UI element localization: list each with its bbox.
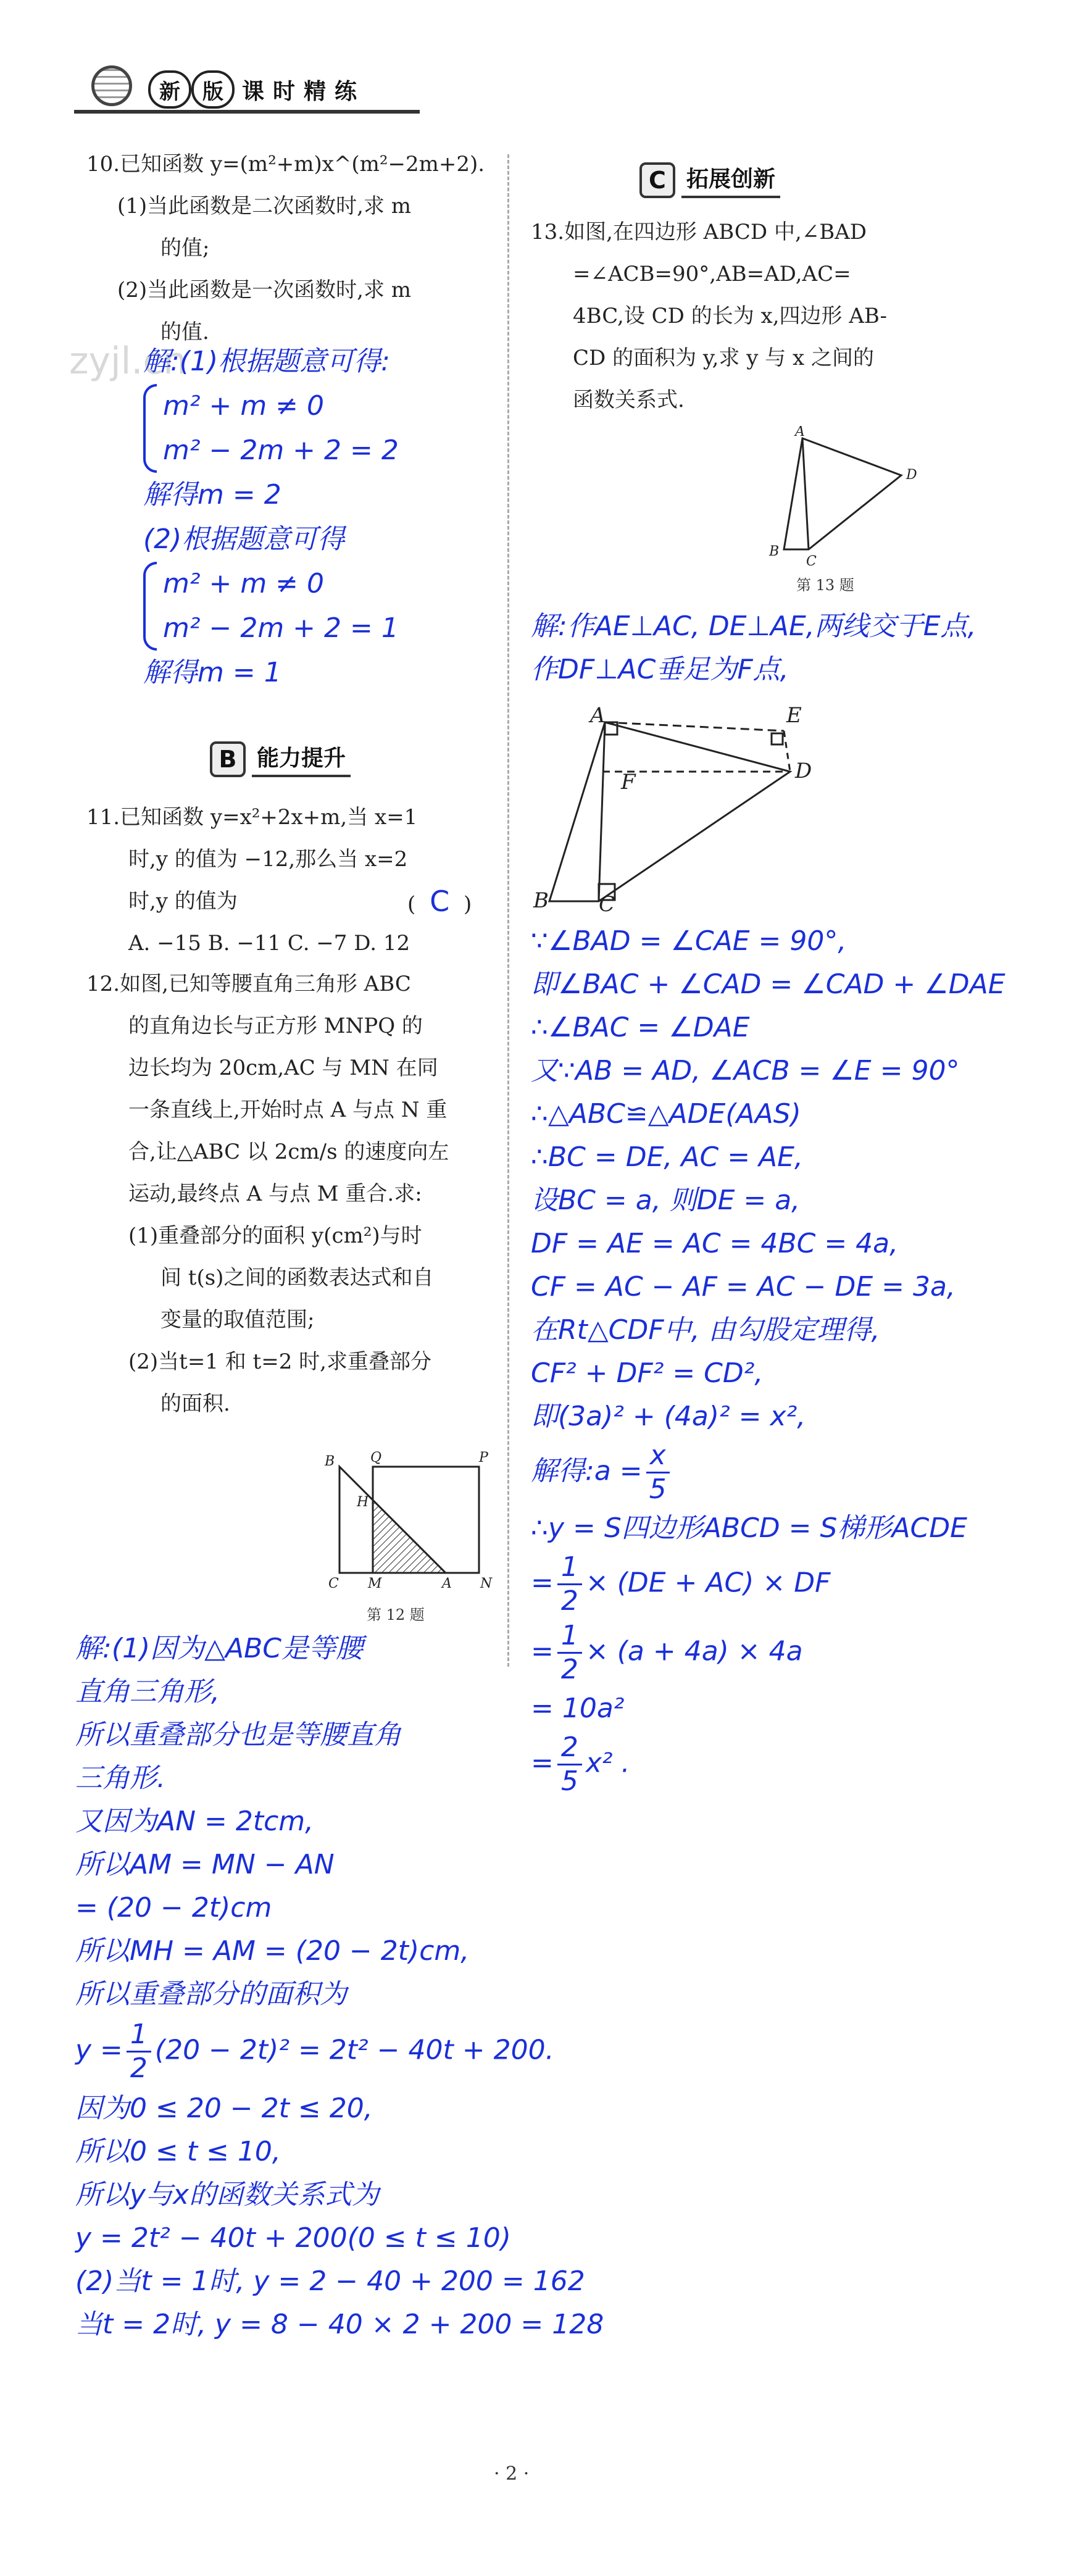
q10-sys2-eq1: m² + m ≠ 0	[163, 568, 325, 599]
fig13-label-c: C	[806, 554, 817, 568]
q13-ans-head-1: 作DF⊥AC垂足为F点,	[531, 654, 789, 685]
line-ed	[784, 731, 790, 772]
q13-ans-1: 即∠BAC + ∠CAD = ∠CAD + ∠DAE	[531, 969, 1006, 1000]
q12-sub1-a: (1)重叠部分的面积 y(cm²)与时	[128, 1223, 422, 1248]
q12-ans2-3: y = 2t² − 40t + 200(0 ≤ t ≤ 10)	[75, 2222, 511, 2254]
q12-line4: 一条直线上,开始时点 A 与点 N 重	[128, 1098, 448, 1122]
q13-ans-3: 又∵AB = AD, ∠ACB = ∠E = 90°	[531, 1055, 960, 1086]
page-number: · 2 ·	[494, 2463, 530, 2485]
brace-icon	[143, 384, 157, 473]
q10-result-1: 解得m = 2	[143, 479, 281, 511]
q12-line3: 边长均为 20cm,AC 与 MN 在同	[128, 1056, 438, 1080]
q12-ans2-2: 所以y与x的函数关系式为	[75, 2179, 380, 2211]
watermark: zyjl.cn	[69, 340, 187, 383]
fig13-label-d: D	[906, 467, 917, 483]
q12-ans2-5: 当t = 2时, y = 8 − 40 × 2 + 200 = 128	[75, 2309, 604, 2340]
q12-ans-7: 所以MH = AM = (20 − 2t)cm,	[75, 1935, 470, 1967]
q13-answer-head	[531, 605, 976, 691]
fig12-label-a: A	[442, 1576, 452, 1591]
globe-logo-icon	[91, 65, 132, 106]
figure-13-construction	[531, 698, 815, 914]
q13-ans-0: ∵∠BAD = ∠CAE = 90°,	[531, 925, 847, 957]
q13-ans-8: CF = AC − AF = AC − DE = 3a,	[531, 1271, 956, 1303]
q13-ans-7: DF = AE = AC = 4BC = 4a,	[531, 1228, 899, 1259]
fig12-label-m: M	[368, 1576, 382, 1591]
q13-f4-rest: x² .	[585, 1747, 630, 1779]
fig13c-label-e: E	[786, 703, 802, 728]
q13-ans-11: 即(3a)² + (4a)² = x²,	[531, 1401, 806, 1432]
fraction-half: $\frac{1}{2}$	[557, 1554, 582, 1615]
q10-sys2-eq2: m² − 2m + 2 = 1	[163, 612, 399, 644]
section-c-label: 拓展创新	[681, 162, 780, 198]
q13-ans-6: 设BC = a, 则DE = a,	[531, 1185, 801, 1216]
q12-line6: 运动,最终点 A 与点 M 重合.求:	[128, 1182, 422, 1206]
q12-ans-4: 又因为AN = 2tcm,	[75, 1806, 314, 1837]
q13-ans-4: ∴△ABC≌△ADE(AAS)	[531, 1098, 801, 1130]
q10-ans-1: 解:(1)根据题意可得:	[143, 346, 390, 377]
header-title: 课时精练	[242, 79, 366, 104]
q13-f4	[531, 1730, 1006, 1799]
header-badge-edition: 版	[191, 70, 235, 109]
fig12-label-p: P	[479, 1450, 488, 1465]
paren-open: (	[407, 892, 416, 917]
fig13c-label-d: D	[795, 759, 812, 783]
q13-f1	[531, 1550, 1006, 1619]
q13-line5: 函数关系式.	[573, 388, 685, 412]
figure-13-caption: 第 13 题	[796, 577, 854, 594]
figure-12	[321, 1444, 506, 1593]
q12-sub1-c: 变量的取值范围;	[160, 1307, 315, 1332]
q13-ans-head-0: 解:作AE⊥AC, DE⊥AE,两线交于E点,	[531, 611, 976, 642]
q13-f2-rest: × (a + 4a) × 4a	[585, 1635, 803, 1667]
q11-line3-text: 时,y 的值为	[128, 889, 238, 914]
q13-solve-left: 解得:a =	[531, 1455, 643, 1487]
quad-abcd	[784, 438, 901, 549]
q13-f4-eq: =	[531, 1747, 554, 1779]
q12-ans-5: 所以AM = MN − AN	[75, 1849, 335, 1880]
q13-f2	[531, 1619, 1006, 1687]
q13-ans-2: ∴∠BAC = ∠DAE	[531, 1012, 750, 1043]
fraction-half: $\frac{1}{2}$	[127, 2021, 151, 2082]
q13-ans-5: ∴BC = DE, AC = AE,	[531, 1141, 803, 1173]
q13-line1: 13.如图,在四边形 ABCD 中,∠BAD	[531, 220, 867, 244]
q12-ans-8: 所以重叠部分的面积为	[75, 1978, 347, 2010]
section-c-badge: C	[639, 162, 675, 198]
line-ac	[599, 722, 605, 901]
q12-area-expr: (20 − 2t)² = 2t² − 40t + 200.	[154, 2034, 554, 2066]
fig13c-label-a: A	[590, 703, 606, 728]
q12-sub1-b: 间 t(s)之间的函数表达式和自	[160, 1265, 434, 1290]
q10-ans-2: (2)根据题意可得	[143, 523, 345, 555]
q11-options: A. −15 B. −11 C. −7 D. 12	[128, 931, 410, 956]
q10-part2: (2)当此函数是一次函数时,求 m	[117, 278, 412, 302]
fig12-label-n: N	[480, 1576, 493, 1591]
page-header	[74, 49, 420, 117]
q10-system-2	[143, 562, 399, 651]
q12-ans2-1: 所以0 ≤ t ≤ 10,	[75, 2136, 281, 2167]
fraction-half: $\frac{1}{2}$	[557, 1622, 582, 1683]
paren-close: )	[464, 892, 472, 917]
header-rule	[74, 110, 420, 114]
fig12-label-q: Q	[370, 1450, 382, 1465]
q10-part2-cont: 的值.	[160, 320, 209, 344]
q12-sub2-a: (2)当t=1 和 t=2 时,求重叠部分	[128, 1349, 431, 1374]
q11-line2: 时,y 的值为 −12,那么当 x=2	[128, 847, 408, 872]
question-13	[531, 211, 887, 421]
q10-answer	[143, 340, 399, 695]
fraction-x-over-5: $\frac{x}{5}$	[646, 1442, 670, 1503]
fig13c-label-b: B	[533, 888, 549, 913]
q12-answer	[75, 1627, 604, 2346]
diagonal-ac	[802, 438, 809, 549]
q13-line2: =∠ACB=90°,AB=AD,AC=	[573, 262, 851, 286]
overlap-region	[373, 1500, 446, 1573]
q13-line3: 4BC,设 CD 的长为 x,四边形 AB-	[573, 304, 888, 328]
fig13c-label-c: C	[599, 892, 615, 914]
fig13c-label-f: F	[621, 770, 636, 794]
q12-ans-0: 解:(1)因为△ABC是等腰	[75, 1633, 363, 1664]
column-divider	[507, 154, 509, 1667]
question-11	[86, 796, 472, 964]
q11-answer-paren	[407, 880, 472, 925]
q13-solve	[531, 1438, 1006, 1507]
section-b-label: 能力提升	[252, 741, 351, 777]
q12-ans-3: 三角形.	[75, 1762, 165, 1794]
q13-answer	[531, 920, 1006, 1799]
q11-answer: C	[430, 885, 450, 918]
fraction-two-fifths: $\frac{2}{5}$	[557, 1734, 582, 1795]
q13-area-line: ∴y = S四边形ABCD = S梯形ACDE	[531, 1512, 967, 1544]
q12-line2: 的直角边长与正方形 MNPQ 的	[128, 1014, 423, 1038]
q13-line4: CD 的面积为 y,求 y 与 x 之间的	[573, 346, 875, 370]
q12-ans-6: = (20 − 2t)cm	[75, 1892, 272, 1924]
q10-part1: (1)当此函数是二次函数时,求 m	[117, 194, 412, 219]
q11-line3	[86, 880, 472, 922]
quad-abcd-large	[549, 722, 790, 901]
question-12	[86, 963, 449, 1425]
q10-system-1	[143, 384, 399, 473]
q13-f1-eq: =	[531, 1567, 554, 1599]
q12-ans-1: 直角三角形,	[75, 1676, 220, 1707]
section-ability	[210, 741, 351, 777]
q10-result-2: 解得m = 1	[143, 657, 281, 688]
right-angle-e	[772, 733, 783, 744]
figure-12-caption: 第 12 题	[367, 1606, 425, 1624]
fig13-label-a: A	[795, 426, 805, 440]
question-10	[86, 143, 485, 353]
q13-f2-eq: =	[531, 1635, 554, 1667]
q10-stem: 10.已知函数 y=(m²+m)x^(m²−2m+2).	[86, 152, 485, 177]
fig13-label-b: B	[769, 544, 780, 559]
fig12-label-b: B	[325, 1454, 335, 1469]
figure-13	[759, 426, 944, 568]
fig12-label-c: C	[328, 1576, 339, 1591]
q13-ans-9: 在Rt△CDF中, 由勾股定理得,	[531, 1314, 880, 1346]
fig12-label-h: H	[357, 1494, 369, 1510]
q13-f3: = 10a²	[531, 1693, 625, 1724]
q10-sys1-eq1: m² + m ≠ 0	[163, 390, 325, 422]
q10-sys1-eq2: m² − 2m + 2 = 2	[163, 435, 399, 466]
q12-ans-2: 所以重叠部分也是等腰直角	[75, 1719, 401, 1751]
q12-ans2-0: 因为0 ≤ 20 − 2t ≤ 20,	[75, 2093, 373, 2124]
q11-line1: 11.已知函数 y=x²+2x+m,当 x=1	[86, 805, 418, 830]
q12-area-y: y =	[75, 2034, 123, 2066]
q10-part1-cont: 的值;	[160, 236, 210, 261]
q12-line5: 合,让△ABC 以 2cm/s 的速度向左	[128, 1140, 449, 1164]
header-badge-new: 新	[148, 70, 191, 109]
q12-line1: 12.如图,已知等腰直角三角形 ABC	[86, 972, 411, 996]
q13-f1-rest: × (DE + AC) × DF	[585, 1567, 831, 1599]
q12-ans2-4: (2)当t = 1时, y = 2 − 40 + 200 = 162	[75, 2265, 585, 2297]
q13-ans-10: CF² + DF² = CD²,	[531, 1357, 764, 1389]
q12-area-formula	[75, 2016, 604, 2087]
q12-sub2-b: 的面积.	[160, 1391, 230, 1416]
section-b-badge: B	[210, 741, 246, 777]
brace-icon	[143, 562, 157, 651]
section-extension	[639, 162, 780, 198]
